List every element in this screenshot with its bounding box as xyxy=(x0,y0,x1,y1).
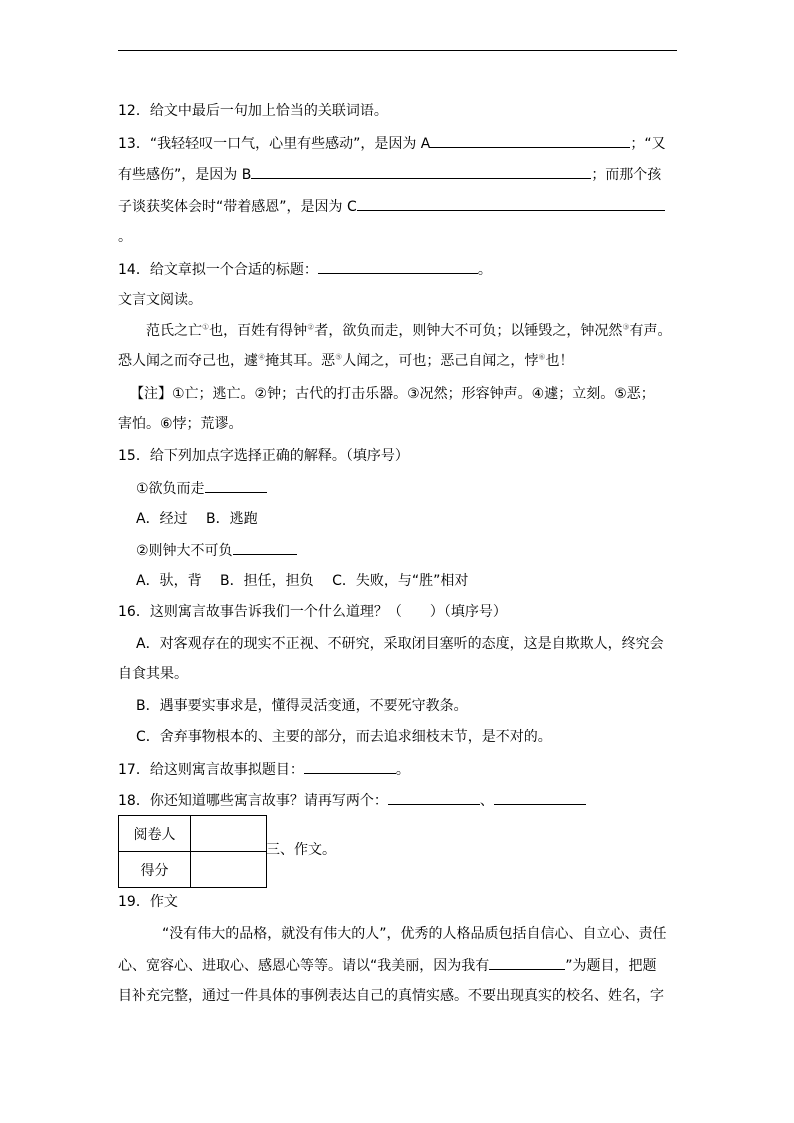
passage-text: 有声。 xyxy=(629,323,672,339)
essay-title-blank[interactable] xyxy=(489,955,565,970)
question-16-option-b: B．遇事要实事求是，懂得灵活变通，不要死守教条。 xyxy=(136,698,468,714)
passage-text: 人闻之，可也；恶己自闻之，悖 xyxy=(342,353,539,369)
question-13-line-2 xyxy=(118,164,661,185)
question-17 xyxy=(118,759,410,780)
question-12: 12．给文中最后一句加上恰当的关联词语。 xyxy=(118,103,388,119)
passage-text: 范氏之亡 xyxy=(146,323,202,339)
question-16-stem: 16．这则寓言故事告诉我们一个什么道理？（ ）（填序号） xyxy=(118,604,507,620)
question-15-options-1: A．经过 B．逃跑 xyxy=(136,511,258,527)
question-16-option-c: C．舍弃事物根本的、主要的部分，而去追求细枝末节，是不对的。 xyxy=(136,729,552,745)
q17-end: 。 xyxy=(395,762,410,778)
sub-question-text: ②则钟大不可负 xyxy=(136,543,233,559)
question-14 xyxy=(118,259,492,280)
footnote-marker: ⑥ xyxy=(538,352,546,362)
question-15-stem: 15．给下列加点字选择正确的解释。（填序号） xyxy=(118,448,409,464)
passage-text: 也！ xyxy=(545,353,574,369)
q13-text-c: 有些感伤”，是因为 B xyxy=(118,167,252,183)
q14-text: 14．给文章拟一个合适的标题： xyxy=(118,262,318,278)
question-15-options-2: A．驮，背 B．担任，担负 C．失败，与“胜”相对 xyxy=(136,573,469,589)
question-15-sub-1 xyxy=(136,478,267,499)
question-13-line-4: 。 xyxy=(118,229,132,245)
passage-text: 也，百姓有得钟 xyxy=(209,323,308,339)
passage-text: 者，欲负而走，则钟大不可负；以锤毁之，钟况然 xyxy=(314,323,623,339)
q18-text: 18．你还知道哪些寓言故事？请再写两个： xyxy=(118,793,388,809)
passage-text: 恐人闻之而夺己也，遽 xyxy=(118,353,258,369)
answer-blank-17[interactable] xyxy=(304,759,396,774)
reviewer-label: 阅卷人 xyxy=(119,816,191,852)
score-table xyxy=(118,815,267,888)
table-row xyxy=(119,852,267,888)
q13-text-b: ；“又 xyxy=(630,136,666,152)
answer-blank-b[interactable] xyxy=(251,164,591,179)
answer-blank-15-1[interactable] xyxy=(205,478,267,493)
q19-text-b: ”为题目，把题 xyxy=(565,958,657,974)
passage-text: 掩其耳。恶 xyxy=(265,353,336,369)
answer-blank-18-2[interactable] xyxy=(494,790,586,805)
answer-blank-a[interactable] xyxy=(430,133,630,148)
question-16-option-a-line-1: A．对客观存在的现实不正视、不研究，采取闭目塞听的态度，这是自欺欺人，终究会 xyxy=(136,636,664,652)
footnote-marker: ① xyxy=(202,322,210,332)
footnote-marker: ③ xyxy=(622,322,630,332)
section-classical-reading: 文言文阅读。 xyxy=(118,292,202,308)
q13-text-d: ；而那个孩 xyxy=(591,167,662,183)
question-13-line-1 xyxy=(118,133,666,154)
part-three-heading: 三、作文。 xyxy=(266,842,336,858)
question-19-line-1: “没有伟大的品格，就没有伟大的人”，优秀的人格品质包括自信心、自立心、责任 xyxy=(162,926,667,942)
annotation-line-1: 【注】①亡；逃亡。②钟；古代的打击乐器。③况然；形容钟声。④遽；立刻。⑤恶； xyxy=(130,386,655,402)
question-16-option-a-line-2: 自食其果。 xyxy=(118,666,188,682)
question-18 xyxy=(118,790,586,811)
sub-question-text: ①欲负而走 xyxy=(136,481,205,497)
q14-end: 。 xyxy=(477,262,492,278)
q13-text-a: 13．“我轻轻叹一口气，心里有些感动”，是因为 A xyxy=(118,136,431,152)
footnote-marker: ⑤ xyxy=(335,352,343,362)
score-label: 得分 xyxy=(119,852,191,888)
passage-line-2 xyxy=(118,351,574,371)
score-cell[interactable] xyxy=(191,852,267,888)
q18-separator: 、 xyxy=(479,793,494,809)
footnote-marker: ② xyxy=(307,322,315,332)
answer-blank-15-2[interactable] xyxy=(233,540,297,555)
reviewer-cell[interactable] xyxy=(191,816,267,852)
q17-text: 17．给这则寓言故事拟题目： xyxy=(118,762,304,778)
question-13-line-3 xyxy=(118,196,665,217)
q19-text-a: 心、宽容心、进取心、感恩心等等。请以“我美丽，因为我有 xyxy=(118,958,490,974)
answer-blank-18-1[interactable] xyxy=(388,790,480,805)
title-answer-blank[interactable] xyxy=(318,259,478,274)
header-rule xyxy=(118,50,677,51)
question-19-title: 19．作文 xyxy=(118,894,178,910)
q13-text-e: 子谈获奖体会时“带着感恩”，是因为 C xyxy=(118,199,357,215)
passage-line-1 xyxy=(146,321,672,341)
table-row xyxy=(119,816,267,852)
annotation-line-2: 害怕。⑥悖；荒谬。 xyxy=(118,416,243,432)
question-19-line-2 xyxy=(118,955,657,976)
answer-blank-c[interactable] xyxy=(357,196,665,211)
question-19-line-3: 目补充完整，通过一件具体的事例表达自己的真情实感。不要出现真实的校名、姓名，字 xyxy=(118,988,664,1004)
footnote-marker: ④ xyxy=(258,352,266,362)
question-15-sub-2 xyxy=(136,540,297,561)
